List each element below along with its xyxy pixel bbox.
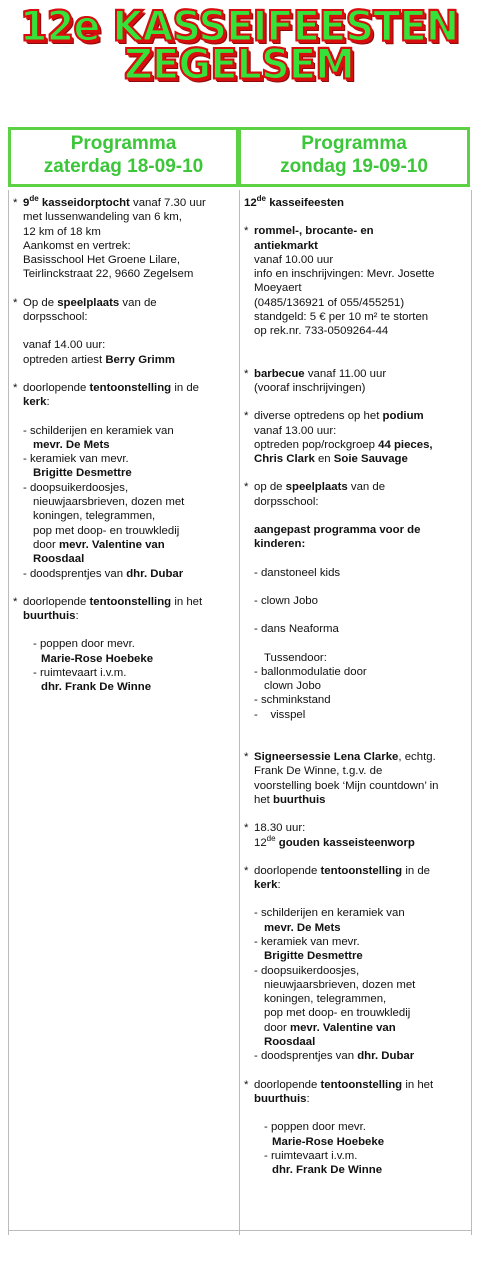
sunday-header bbox=[238, 127, 470, 187]
list-item: * Op de speelplaats van de dorpsschool: vanaf 14.00 uur: optreden artiest Berry Grimm bbox=[13, 296, 175, 366]
bullet-star: * bbox=[244, 367, 249, 380]
saturday-column bbox=[13, 196, 235, 709]
page-title bbox=[0, 2, 478, 90]
title-line-2: ZEGELSEM bbox=[124, 40, 354, 90]
table-bottom-line bbox=[9, 1230, 471, 1231]
bullet-star: * bbox=[13, 296, 18, 309]
program-header-row bbox=[8, 127, 470, 185]
bullet-star: * bbox=[244, 864, 249, 877]
saturday-header bbox=[8, 127, 239, 187]
bullet-star: * bbox=[244, 751, 249, 764]
sunday-header-line1: Programma bbox=[301, 133, 407, 154]
list-item: * doorlopende tentoonstelling in de kerk: - schilderijen en keramiek van mevr. De Mets - keramiek van mevr. Brigitte Desmettre - doopsuikerdoosjes, nieuwjaarsbrieven, dozen met koningen, telegrammen, pop met doop- en trouwkledij door mevr. Valentine van Roosdaal - doodsprentjes van dhr. Dubar bbox=[244, 864, 431, 1063]
list-item: * rommel-, brocante- en antiekmarkt vanaf 10.00 uur info en inschrijvingen: Mevr. Josette Moeyaert (0485/136921 of 055/455251) standgeld: 5 € per 10 m² te storten op rek.nr. 733-0509264-44 bbox=[244, 225, 435, 338]
bullet-star: * bbox=[244, 1078, 249, 1091]
bullet-star: * bbox=[244, 225, 249, 238]
title-line-1: 12e KASSEIFEESTEN bbox=[19, 2, 459, 52]
saturday-header-line1: Programma bbox=[70, 133, 177, 154]
bullet-star: * bbox=[244, 822, 249, 835]
sunday-header-line2: zondag 19-09-10 bbox=[280, 156, 428, 177]
list-item: * doorlopende tentoonstelling in het buurthuis: - poppen door mevr. Marie-Rose Hoebeke - ruimtevaart i.v.m. dhr. Frank De Winne bbox=[244, 1078, 434, 1177]
bullet-star: * bbox=[13, 381, 18, 394]
bullet-star: * bbox=[244, 410, 249, 423]
list-item: * op de speelplaats van de dorpsschool: aangepast programma voor de kinderen: - danstoneel kids - clown Jobo - dans Neaforma Tussendoor: - ballonmodulatie door clown Jobo - schminkstand - visspel bbox=[244, 481, 421, 721]
list-item: * diverse optredens op het podium vanaf 13.00 uur: optreden pop/rockgroep 44 pieces, Chris Clark en Soie Sauvage bbox=[244, 410, 433, 466]
column-divider bbox=[239, 190, 240, 1235]
bullet-star: * bbox=[13, 197, 18, 209]
list-item: * doorlopende tentoonstelling in de kerk: - schilderijen en keramiek van mevr. De Mets - keramiek van mevr. Brigitte Desmettre - doopsuikerdoosjes, nieuwjaarsbrieven, dozen met koningen, telegrammen, pop met doop- en trouwkledij door mevr. Valentine van Roosdaal - doodsprentjes van dhr. Dubar bbox=[13, 381, 200, 580]
saturday-header-line2: zaterdag 18-09-10 bbox=[43, 156, 204, 177]
list-item: 12de kasseifeesten bbox=[244, 194, 344, 209]
list-item: * 18.30 uur: 12de gouden kasseisteenworp bbox=[244, 822, 415, 849]
list-item: * Signeersessie Lena Clarke, echtg. Frank De Winne, t.g.v. de voorstelling boek ‘Mijn countdown’ in het buurthuis bbox=[244, 751, 439, 806]
list-item: * doorlopende tentoonstelling in het buurthuis: - poppen door mevr. Marie-Rose Hoebeke - ruimtevaart i.v.m. dhr. Frank De Winne bbox=[13, 595, 203, 694]
bullet-star: * bbox=[244, 481, 249, 494]
list-item: * barbecue vanaf 11.00 uur (vooraf inschrijvingen) bbox=[244, 367, 387, 394]
bullet-star: * bbox=[13, 595, 18, 608]
sunday-column bbox=[244, 196, 470, 1191]
list-item: * 9de kasseidorptocht vanaf 7.30 uur met lussenwandeling van 6 km, 12 km of 18 km Aankomst en vertrek: Basisschool Het Groene Lilare, Teirlinckstraat 22, 9660 Zegelsem bbox=[13, 194, 206, 281]
